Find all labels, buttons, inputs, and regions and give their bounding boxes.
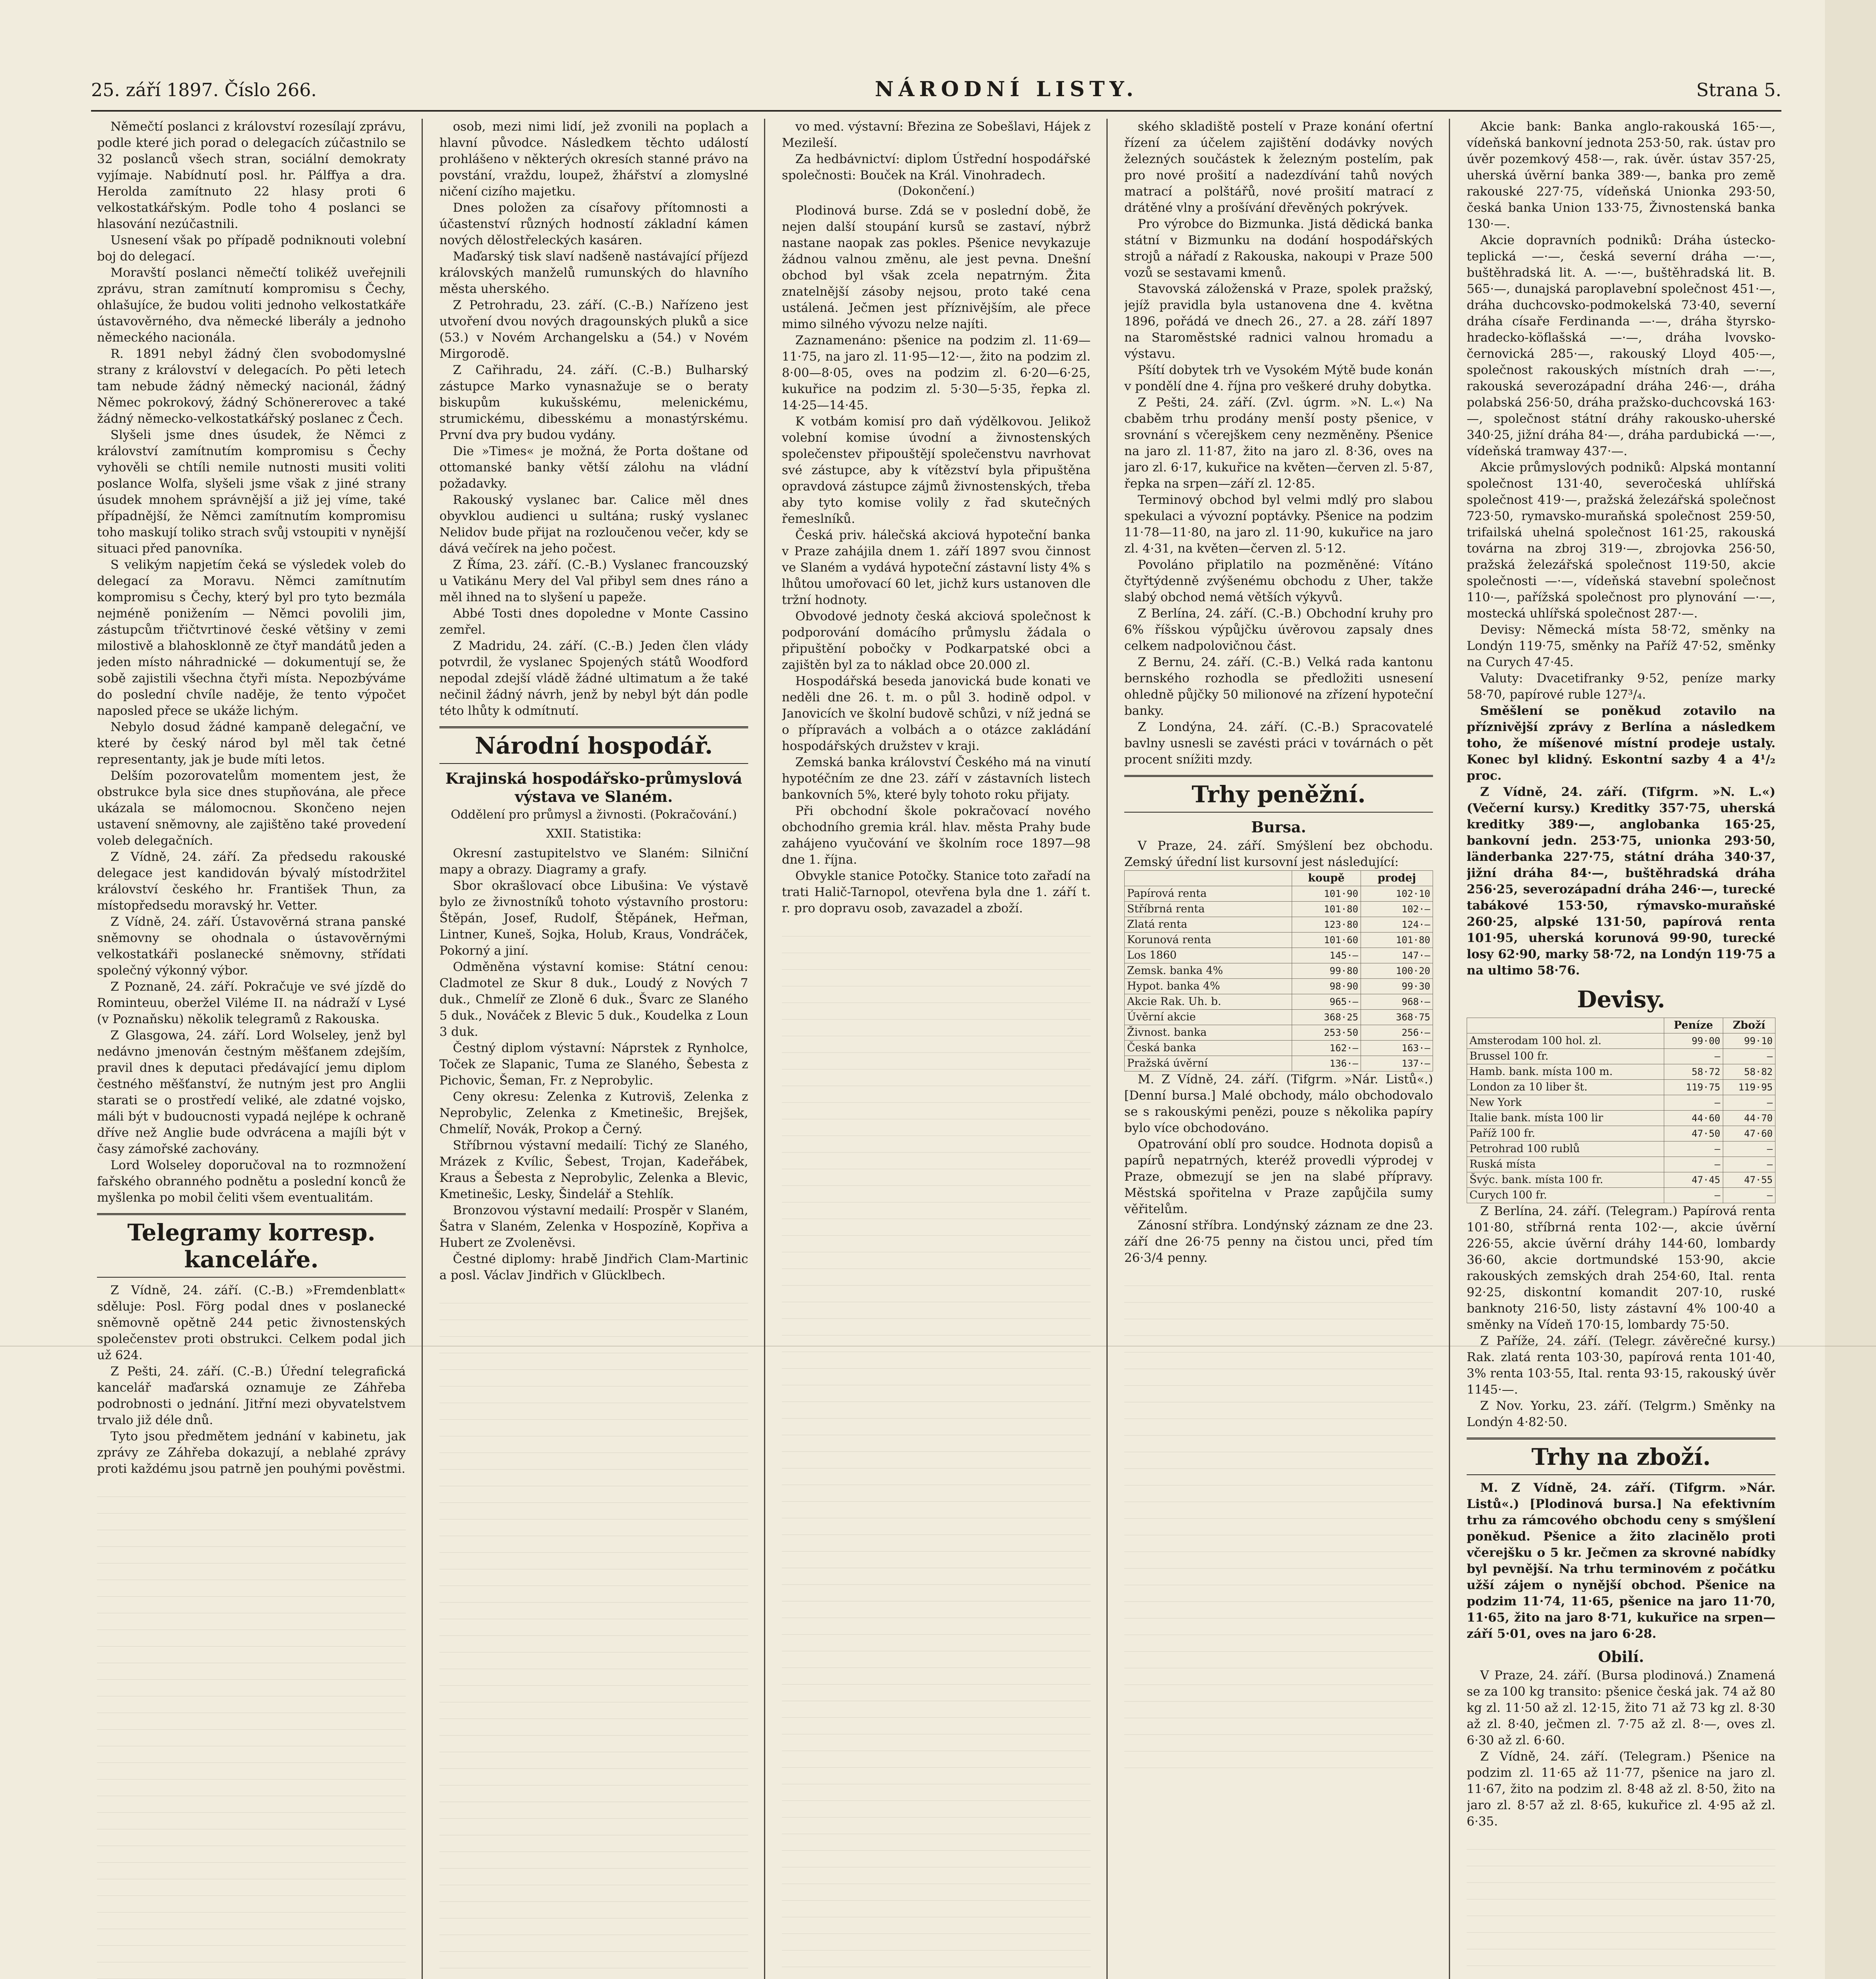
rate-value: 162·—: [1292, 1041, 1361, 1056]
article-paragraph: Akcie bank: Banka anglo-rakouská 165·—, vídeňská bankovní jednota 253·50, rak. ústav pro úvěr pozemkový 458·—, rak. úvěr. ústav 357·25, uherská úvěrní banka 389·—, banka pro země rakouské 227·75, vídeňská Unionka 293·50, česká banka Union 133·75, Živnostenská banka 130·—.: [1467, 120, 1775, 231]
text-continuation: [97, 1480, 406, 1979]
rate-value: 102·—: [1361, 902, 1433, 917]
exchange-row: [1125, 933, 1433, 948]
section-title-devisy: Devisy.: [1577, 986, 1665, 1013]
article-paragraph: Němečtí poslanci z království rozesílají zprávu, podle které jich porad o delegacích zúčastnilo se 32 poslanců všech stran, sociální demokraty vyjímaje. Nabídnutí posl. hr. Pálffya a dra. Herolda zamítnuto 22 hlasy proti 6 velkostatkářským. Podle toho 4 poslanci se hlasování nezúčastnili.: [97, 120, 406, 231]
row-label: Živnost. banka: [1125, 1025, 1292, 1041]
issue-date: 25. září 1897. Číslo 266.: [91, 79, 317, 101]
devisy-row: [1467, 1141, 1775, 1157]
rate-value: 99·10: [1723, 1033, 1775, 1049]
column-2: [439, 119, 748, 1979]
article-paragraph: Obvykle stanice Potočky. Stanice toto zařadí na trati Halič-Tarnopol, otevřena byla dne 1. září t. r. pro dopravu osob, zavazadel a zboží.: [782, 869, 1091, 915]
masthead: NÁRODNÍ LISTY.: [874, 77, 1139, 101]
rate-value: 101·90: [1292, 886, 1361, 902]
rate-value: —: [1723, 1095, 1775, 1111]
text-continuation: [782, 920, 1091, 1979]
column-divider: [1106, 119, 1108, 1979]
rate-value: 98·90: [1292, 979, 1361, 994]
rate-value: 368·25: [1292, 1010, 1361, 1025]
devisy-row: [1467, 1080, 1775, 1095]
exchange-row: [1125, 1056, 1433, 1071]
article-paragraph: Bronzovou výstavní medailí: Prospěr v Slaném, Šatra v Slaném, Zelenka v Hospozíně, Kopřiva a Hubert ze Zvoleněvsi.: [439, 1203, 748, 1250]
article-paragraph: Z Berlína, 24. září. (C.-B.) Obchodní kruhy pro 6% říšskou výpůjčku úvěrovou zapsaly dnes celkem nadpolovičnou část.: [1124, 606, 1433, 653]
row-label: Los 1860: [1125, 948, 1292, 963]
article-paragraph: Abbé Tosti dnes dopoledne v Monte Cassino zemřel.: [439, 606, 748, 637]
exchange-row: [1125, 886, 1433, 902]
rate-value: 47·50: [1664, 1126, 1723, 1141]
article-paragraph: K votbám komisí pro daň výdělkovou. Jelikož volební komise úvodní a živnostenských společenstev připouštějí společenstvu navrhovat své zástupce, aby k vítězství byla připuštěna opravdová zástupce zájmů živnostenských, třeba aby tyto komise volily z řad skutečných řemeslníků.: [782, 414, 1091, 526]
article-paragraph: Dnes položen za císařovy přítomnosti a účastenství různých hodností základní kámen nových dělostřeleckých kasáren.: [439, 201, 748, 247]
column-4: [1124, 119, 1433, 1979]
article-paragraph: Opatrování oblí pro soudce. Hodnota dopisů a papírů nepatrných, kteréž provedli výprodej v Praze, obmezují se jen na slabé přípravy. Městská spořitelna v Praze zapůjčila sumy věřitelům.: [1124, 1137, 1433, 1216]
devisy-row: [1467, 1095, 1775, 1111]
rate-value: 99·30: [1361, 979, 1433, 994]
rate-value: 102·10: [1361, 886, 1433, 902]
article-paragraph: Akcie průmyslových podniků: Alpská montanní společnost 131·40, severočeská uhlířská společnost 419·—, pražská železářská společnost 723·50, rymavsko-muraňská společnost 259·50, trifailská uhelná společnost 161·25, rakouská továrna na zbroj 319·—, zbrojovka 256·50, pražská železářská společnost 119·50, akcie společnosti —·—, vídeňská stavební společnost 110·—, pařížská společnost pro plynování —·—, mostecká uhlířská společnost 287·—.: [1467, 460, 1775, 621]
table-header-cell: [1125, 871, 1292, 886]
article-paragraph: Hospodářská beseda janovická bude konati ve neděli dne 26. t. m. o půl 3. hodině odpol. v Janovicích ve školní budově schůzi, v níž jedná se o přípravách a volbách a o otázce zakládání hospodářských družstev v kraji.: [782, 674, 1091, 753]
row-label: Zemsk. banka 4%: [1125, 963, 1292, 979]
rate-value: 99·80: [1292, 963, 1361, 979]
devisy-row: [1467, 1157, 1775, 1172]
exchange-row: [1125, 1041, 1433, 1056]
exchange-row: [1125, 902, 1433, 917]
article-paragraph: vo med. výstavní: Březina ze Sobešlavi, Hájek z Mezileší.: [782, 120, 1091, 150]
text-continuation: [439, 1287, 748, 1979]
page-number: Strana 5.: [1696, 79, 1781, 101]
rate-value: —: [1664, 1095, 1723, 1111]
article-paragraph: Plodinová burse. Zdá se v poslední době, že nejen další stoupání kursů se zastaví, nýbrž nastane naopak zas pokles. Pšenice nevykazuje žádnou valnou změnu, ale jest pevna. Dnešní obchod byl však zcela nepatrným. Žita znatelnější zásoby nejsou, proto také cena ustálená. Ječmen jest příznivějším, ale přece mimo silného vývozu nelze najíti.: [782, 203, 1091, 331]
article-paragraph: Zaznamenáno: pšenice na podzim zl. 11·69—11·75, na jaro zl. 11·95—12·—, žito na podzim zl. 8·00—8·05, oves na podzim zl. 6·20—6·25, kukuřice na podzim zl. 5·30—5·35, řepka zl. 14·25—14·45.: [782, 333, 1091, 412]
article-paragraph: Zánosní stříbra. Londýnský záznam ze dne 23. září dne 26·75 penny na čistou unci, před tím 26·3/4 penny.: [1124, 1218, 1433, 1265]
rate-value: 123·80: [1292, 917, 1361, 933]
rate-value: —: [1664, 1049, 1723, 1064]
rate-value: 44·70: [1723, 1111, 1775, 1126]
row-label: Papírová renta: [1125, 886, 1292, 902]
rate-value: —: [1723, 1049, 1775, 1064]
article-paragraph: Obvodové jednoty česká akciová společnost k podporování domácího průmyslu žádala o připuštění pobočky v Podkarpatské obci a zajištěn byl za to náklad obce 20.000 zl.: [782, 609, 1091, 672]
exchange-rate-table: [1124, 870, 1433, 1071]
article-paragraph: Z Nov. Yorku, 23. září. (Telgrm.) Směnky na Londýn 4·82·50.: [1467, 1399, 1775, 1429]
section-title-zbozi: Trhy na zboží.: [1467, 1438, 1775, 1475]
row-label: Amsterodam 100 hol. zl.: [1467, 1033, 1664, 1049]
table-header-cell: Peníze: [1664, 1018, 1723, 1033]
article-paragraph: Z Madridu, 24. září. (C.-B.) Jeden člen vlády potvrdil, že vyslanec Spojených států Woodford nepodal zdejší vládě žádné ultimatum a že také nečinil žádný návrh, jenž by nebyl být dán podle této lhůty k odmítnutí.: [439, 639, 748, 718]
rate-value: —: [1664, 1157, 1723, 1172]
paper-edge: [1825, 0, 1876, 1979]
rate-value: —: [1723, 1157, 1775, 1172]
row-label: Ruská místa: [1467, 1157, 1664, 1172]
devisy-row: [1467, 1049, 1775, 1064]
article-paragraph: Při obchodní škole pokračovací nového obchodního gremia král. hlav. města Prahy bude zahájeno vyučování ve školním roce 1897—98 dne 1. října.: [782, 804, 1091, 867]
article-paragraph: Valuty: Dvacetifranky 9·52, peníze marky 58·70, papírové ruble 127³/₄.: [1467, 671, 1775, 702]
article-paragraph: Stavovská záloženská v Praze, spolek pražský, jejíž pravidla byla ustanovena dne 4. května 1896, pořádá ve dnech 26., 27. a 28. září 1897 na Staroměstské radnici valnou hromadu a výstavu.: [1124, 282, 1433, 361]
article-paragraph: Z Londýna, 24. září. (C.-B.) Spracovatelé bavlny usnesli se zavésti práci v továrnách o pět procent snížiti mzdy.: [1124, 720, 1433, 767]
article-paragraph: M. Z Vídně, 24. září. (Tifgrm. »Nár. Listů«.) [Denní bursa.] Malé obchody, málo obchodovalo se s rakouskými penězi, pouze s několika papíry bylo více obchodováno.: [1124, 1072, 1433, 1135]
article-paragraph: Čestné diplomy: hrabě Jindřich Clam-Martinic a posl. Václav Jindřich v Glücklbech.: [439, 1252, 748, 1282]
rate-value: 58·72: [1664, 1064, 1723, 1080]
rate-value: 101·80: [1361, 933, 1433, 948]
article-paragraph: S velikým napjetím čeká se výsledek voleb do delegací za Moravu. Němci zamítnutím kompromisu s Čechy, který byl pro tyto bezmála nejméně ponižením — Němci povolili jim, zástupcům třičtvrtinové české většiny v zemi milostivě a blahosklonně ze čtyř mandátů jeden a jeden místo náhradnické — dokumentují se, že sobě zajistili všechna čtyři místa. Nepozbýváme do poslední chvíle naděje, že tento výpočet naposled přece se ukáže lichým.: [97, 558, 406, 718]
rate-value: —: [1723, 1188, 1775, 1203]
article-paragraph: Česká priv. hálečská akciová hypoteční banka v Praze zahájila dnem 1. září 1897 svou činnost ve Slaném a vydává hypoteční zástavní listy 4% s lhůtou umořovací 60 let, jichž kurs ustanoven dle tržní hodnoty.: [782, 528, 1091, 607]
devisy-row: [1467, 1111, 1775, 1126]
article-paragraph: Slyšeli jsme dnes úsudek, že Němci z království zamítnutím kompromisu s Čechy vyhověli se chtíli nemile nutnosti musiti voliti poslance Wolfa, slyšeli jsme však z jiné strany úsudek mnohem správnější a již jej víme, také případnější, že Němci zamítnutím kompromisu toho maskují toliko strach svůj vstoupiti v nynější situaci před panovníka.: [97, 428, 406, 556]
text-continuation: [1467, 1833, 1775, 1979]
table-header-cell: prodej: [1361, 871, 1433, 886]
article-paragraph: Směšlení se poněkud zotavilo na příznivější zprávy z Berlína a následkem toho, že míšenové místní prodeje ustaly. Konec byl klidný. Eskontní sazby 4 a 4¹/₂ proc.: [1467, 704, 1775, 783]
article-paragraph: Z Glasgowa, 24. září. Lord Wolseley, jenž byl nedávno jmenován čestným měšťanem zdejším, pravil dnes k deputaci předávající jemu diplom čestného měšťanství, že nutným jest pro Anglii starati se o prostředí veliké, ale zdatné vojsko, máli být v budoucnosti vypadá nejlépe k ochraně dříve než Anglie bude odvrácena a majíli být v časy zámořské zachovány.: [97, 1028, 406, 1156]
rate-value: 58·82: [1723, 1064, 1775, 1080]
row-label: Švýc. bank. místa 100 fr.: [1467, 1172, 1664, 1188]
rate-value: 147·—: [1361, 948, 1433, 963]
article-paragraph: Čestný diplom výstavní: Náprstek z Rynholce, Toček ze Slapanic, Tuma ze Slaného, Šebesta z Pichovic, Šeman, Fr. z Neprobylic.: [439, 1041, 748, 1088]
article-paragraph: Rakouský vyslanec bar. Calice měl dnes obyvklou audienci u sultána; ruský vyslanec Nelidov bude přijat na rozloučenou večer, kdy se dává večírek na jeho počest.: [439, 493, 748, 556]
rate-value: 368·75: [1361, 1010, 1433, 1025]
rate-value: 101·60: [1292, 933, 1361, 948]
article-subheadline: XXII. Statistika:: [546, 827, 642, 841]
row-label: New York: [1467, 1095, 1664, 1111]
column-divider: [764, 119, 765, 1979]
row-label: Úvěrní akcie: [1125, 1010, 1292, 1025]
row-label: Brussel 100 fr.: [1467, 1049, 1664, 1064]
article-paragraph: V Praze, 24. září. Smýšlení bez obchodu. Zemský úřední list kursovní jest následující:: [1124, 839, 1433, 869]
rate-value: 136·—: [1292, 1056, 1361, 1071]
exchange-row: [1125, 917, 1433, 933]
subsection-title: Obilí.: [1598, 1648, 1644, 1666]
row-label: Akcie Rak. Uh. b.: [1125, 994, 1292, 1010]
article-paragraph: Lord Wolseley doporučoval na to rozmnožení fařského obranného podnětu a poslední konců že myšlenka po mobil čeliti všem eventualitám.: [97, 1158, 406, 1205]
article-paragraph: Die »Times« je možná, že Porta doštane od ottomanské banky větší zálohu na vládní požadavky.: [439, 444, 748, 491]
rate-value: —: [1664, 1141, 1723, 1157]
article-paragraph: Terminový obchod byl velmi mdlý pro slabou spekulaci a vývozní poptávky. Pšenice na podzim 11·78—11·80, na jaro zl. 11·90, kukuřice na jaro zl. 4·31, na květen—červen zl. 5·12.: [1124, 493, 1433, 556]
currency-table: [1467, 1018, 1775, 1203]
row-label: Česká banka: [1125, 1041, 1292, 1056]
article-paragraph: Z Vídně, 24. září. (Tifgrm. »N. L.«) (Večerní kursy.) Kreditky 357·75, uherská kreditky 389·—, anglobanka 165·25, bankovní jedn. 253·75, unionka 293·50, länderbanka 227·75, státní dráha 340·37, jižní dráha 84·—, buštěhradská dráha 256·25, severozápadní dráha 246·—, turecké tabákové 153·50, rýmavsko-muraňské 260·25, alpské 131·50, papírová renta 101·95, uherská korunová 99·90, turecké losy 62·90, marky 58·72, na Londýn 119·75 a na ultimo 58·76.: [1467, 785, 1775, 978]
article-paragraph: Z Vídně, 24. září. Za předsedu rakouské delegace jest kandidován bývalý místodržitel království českého hr. František Thun, za místopředsedu moravský hr. Vetter.: [97, 850, 406, 913]
devisy-row: [1467, 1033, 1775, 1049]
rate-value: 163·—: [1361, 1041, 1433, 1056]
article-paragraph: Z Vídně, 24. září. Ústavověrná strana panské sněmovny se ohodnala o ústavověrnými velkostatkáři poslanecké sněmovny, střídati společný výkonný výbor.: [97, 915, 406, 978]
row-label: Stříbrná renta: [1125, 902, 1292, 917]
article-paragraph: Z Berlína, 24. září. (Telegram.) Papírová renta 101·80, stříbrná renta 102·—, akcie úvěrní 226·55, akcie úvěrní dráhy 144·60, lombardy 36·60, akcie dortmundské 153·90, akcie rakouských zemských drah 254·60, Ital. renta 92·25, diskontní komandit 207·10, ruské banknoty 216·50, listy zástavní 4% 100·40 a směnky na Vídeň 170·15, lombardy 75·50.: [1467, 1204, 1775, 1332]
rate-value: 253·50: [1292, 1025, 1361, 1041]
article-paragraph: Zemská banka království Českého má na vinutí hypotéčním ze dne 23. září v zástavních listech bankovních 5%, které byly tohoto roku přijaty.: [782, 755, 1091, 802]
rate-value: 47·60: [1723, 1126, 1775, 1141]
article-paragraph: Pšítí dobytek trh ve Vysokém Mýtě bude konán v pondělí dne 4. října pro veškeré druhy dobytka.: [1124, 363, 1433, 393]
exchange-row: [1125, 994, 1433, 1010]
column-divider: [422, 119, 423, 1979]
rate-value: 47·45: [1664, 1172, 1723, 1188]
article-paragraph: Z Pešti, 24. září. (C.-B.) Úřední telegrafická kancelář maďarská oznamuje ze Záhřeba podrobnosti o jednání. Jitřní mezi obyvatelstvem trvalo již déle dnů.: [97, 1364, 406, 1427]
column-3: [782, 119, 1091, 1979]
article-paragraph: Za hedbávnictví: diplom Ústřední hospodářské společnosti: Bouček na Král. Vinohradech.: [782, 152, 1091, 182]
article-paragraph: Z Vídně, 24. září. (C.-B.) »Fremdenblatt« sděluje: Posl. Förg podal dnes v poslanecké sněmovně opětně 244 petic živnostenských společenstev proti obstrukci. Celkem podal jich už 624.: [97, 1283, 406, 1362]
article-paragraph: V Praze, 24. září. (Bursa plodinová.) Znamená se za 100 kg transito: pšenice česká jak. 74 až 80 kg zl. 11·50 až zl. 12·15, žito 71 až 73 kg zl. 8·30 až zl. 8·40, ječmen zl. 7·75 až zl. 8·—, oves zl. 6·30 až zl. 6·60.: [1467, 1668, 1775, 1747]
article-paragraph: Moravští poslanci němečtí tolikéž uveřejnili zprávu, stran zamítnutí kompromisu s Čechy, ohlašujíce, že budou voliti jednoho velkostatkáře ústavověrného, dva německé liberály a jednoho německého nacionála.: [97, 266, 406, 345]
article-paragraph: Ceny okresu: Zelenka z Kutroviš, Zelenka z Neprobylic, Zelenka z Kmetinešic, Brejšek, Chmelíř, Novák, Prokop a Černý.: [439, 1090, 748, 1136]
article-paragraph: Z Petrohradu, 23. září. (C.-B.) Nařízeno jest utvoření dvou nových dragounských pluků a sice (53.) v Novém Archangelsku a (54.) v Novém Mirgorodě.: [439, 298, 748, 361]
row-label: Korunová renta: [1125, 933, 1292, 948]
exchange-row: [1125, 979, 1433, 994]
row-label: Petrohrad 100 rublů: [1467, 1141, 1664, 1157]
rate-value: 119·75: [1664, 1080, 1723, 1095]
text-continuation: [1124, 1269, 1433, 1768]
row-label: Zlatá renta: [1125, 917, 1292, 933]
article-paragraph: Z Pešti, 24. září. (Zvl. úgrm. »N. L.«) Na cbaběm trhu prodány menší posty pšenice, v srovnání s včerejškem ceny nezměněny. Pšenice na jaro zl. 11·87, žito na jaro zl. 8·36, oves na jaro zl. 6·17, kukuřice na květen—červen zl. 5·87, řepka na srpen—září zl. 12·85.: [1124, 395, 1433, 491]
table-header-cell: koupě: [1292, 871, 1361, 886]
section-title-trhy: Trhy peněžní.: [1124, 775, 1433, 813]
subsection-title: Bursa.: [1251, 818, 1306, 836]
article-paragraph: Povoláno připlatilo na pozměněné: Vítáno čtyřtýdenně zvýšenému obchodu z Uher, takže slabý obchod nemá větších výkyvů.: [1124, 558, 1433, 604]
rate-value: 101·80: [1292, 902, 1361, 917]
rate-value: —: [1723, 1141, 1775, 1157]
article-paragraph: Z Vídně, 24. září. (Telegram.) Pšenice na podzim zl. 11·65 až 11·77, pšenice na jaro zl. 11·67, žito na podzim zl. 8·48 až zl. 8·50, žito na jaro zl. 8·57 až zl. 8·65, kukuřice zl. 4·95 až zl. 6·35.: [1467, 1749, 1775, 1829]
article-paragraph: Usnesení však po případě podniknouti volební boj do delegací.: [97, 233, 406, 264]
article-headline: Krajinská hospodářsko-průmyslová výstava ve Slaném.: [445, 769, 742, 805]
rate-value: 99·00: [1664, 1033, 1723, 1049]
article-paragraph: Maďarský tisk slaví nadšeně nastávající příjezd královských manželů rumunských do hlavního města uherského.: [439, 249, 748, 296]
rate-value: 965·—: [1292, 994, 1361, 1010]
continuation-note: (Dokončení.): [897, 184, 975, 198]
rate-value: 119·95: [1723, 1080, 1775, 1095]
article-paragraph: Z Paříže, 24. září. (Telegr. závěrečné kursy.) Rak. zlatá renta 103·30, papírová renta 101·40, 3% renta 103·55, Ital. renta 93·15, rakouský úvěr 1145·—.: [1467, 1334, 1775, 1397]
section-title-hospodar: Národní hospodář.: [439, 726, 748, 764]
article-paragraph: Akcie dopravních podniků: Dráha ústecko-teplická —·—, česká severní dráha —·—, buštěhradská lit. A. —·—, buštěhradská lit. B. 565·—, dunajská paroplavební společnost 451·—, dráha duchcovsko-podmokelská 73·40, severní dráha císaře Ferdinanda —·—, dráha štyrsko-hradecko-köflašská —·—, dráha lvovsko-černovická 285·—, rakouský Lloyd 405·—, společnost rakouských místních drah —·—, rakouská severozápadní dráha 246·—, dráha polabská 256·50, dráha pražsko-duchcovská 163·—, společnost státní dráhy rakousko-uherské 340·25, jižní dráha 84·—, dráha pardubická —·—, vídeňská tramway 437·—.: [1467, 233, 1775, 458]
article-paragraph: Z Říma, 23. září. (C.-B.) Vyslanec francouzský u Vatikánu Mery del Val přibyl sem dnes ráno a měl ihned na to slyšení u papeže.: [439, 558, 748, 604]
article-paragraph: ského skladiště postelí v Praze konání ofertní řízení za účelem zajištění dodávky nových železných součástek k železným postelím, pak pro nové prošití a nadezdívání tahů nových matrací a polštářů, nové prošití matrací z drátěné vlny a prošívání dřevěných pokrývek.: [1124, 120, 1433, 215]
rate-value: 137·—: [1361, 1056, 1433, 1071]
row-label: Hamb. bank. místa 100 m.: [1467, 1064, 1664, 1080]
rate-value: 100·20: [1361, 963, 1433, 979]
rate-value: 47·55: [1723, 1172, 1775, 1188]
rate-value: 256·—: [1361, 1025, 1433, 1041]
table-header-cell: Zboží: [1723, 1018, 1775, 1033]
exchange-row: [1125, 1025, 1433, 1041]
devisy-row: [1467, 1172, 1775, 1188]
rate-value: 145·—: [1292, 948, 1361, 963]
rate-value: 968·—: [1361, 994, 1433, 1010]
row-label: Italie bank. místa 100 lir: [1467, 1111, 1664, 1126]
exchange-row: [1125, 1010, 1433, 1025]
article-paragraph: Z Poznaně, 24. září. Pokračuje ve své jízdě do Rominteuu, oberžel Viléme II. na nádraží v Lysé (v Poznaňsku) několik telegramů z Rakouska.: [97, 980, 406, 1026]
column-5: [1467, 119, 1775, 1979]
article-paragraph: osob, mezi nimi lidí, jež zvonili na poplach a hlavní původce. Následkem těchto událostí prohlášeno v některých okresích stanné právo na povstání, vraždu, loupež, žhářství a zlomyslné ničení cizího majetku.: [439, 120, 748, 199]
article-paragraph: Okresní zastupitelstvo ve Slaném: Silniční mapy a obrazy. Diagramy a grafy.: [439, 846, 748, 877]
table-header-cell: [1467, 1018, 1664, 1033]
row-label: Pražská úvěrní: [1125, 1056, 1292, 1071]
page-header: [91, 77, 1781, 105]
article-paragraph: R. 1891 nebyl žádný člen svobodomyslné strany z království v delegacích. Po pěti letech tam nebude žádný německý nacionál, žádný Němec pokrokový, žádný Schönererovec a také žádný německo-velkostatkářský poslanec z Čech.: [97, 347, 406, 426]
row-label: London za 10 liber št.: [1467, 1080, 1664, 1095]
article-paragraph: Tyto jsou předmětem jednání v kabinetu, jak zprávy ze Záhřeba dokazují, a neblahé zprávy proti každému jsou patrně jen pouhými pověstmi.: [97, 1429, 406, 1476]
article-paragraph: Pro výrobce do Bizmunka. Jistá dědická banka státní v Bizmunku na dodání hospodářských strojů a nářadí z Rakouska, nakoupi v Praze 500 vozů se sestavami kmenů.: [1124, 217, 1433, 280]
rate-value: 124·—: [1361, 917, 1433, 933]
article-paragraph: Sbor okrašlovací obce Libušina: Ve výstavě bylo ze živnostníků tohoto výstavního prostoru: Štěpán, Josef, Rudolf, Štěpánek, Heřman, Lintner, Kuneš, Sojka, Holub, Kraus, Vondráček, Pokorný a jiní.: [439, 879, 748, 958]
exchange-row: [1125, 948, 1433, 963]
article-paragraph: M. Z Vídně, 24. září. (Tifgrm. »Nár. Listů«.) [Plodinová bursa.] Na efektivním trhu za rámcového obchodu ceny s smýšlení poněkud. Pšenice a žito zlacinělo proti včerejšku o 5 kr. Ječmen za skrovné nabídky byl pevnější. Na trhu terminovém z počátku užší zájem o nynější obchod. Pšenice na podzim 11·74, 11·65, pšenice na jaro 11·70, 11·65, žito na jaro 8·71, kukuřice na srpen—září 5·01, oves na jaro 6·28.: [1467, 1481, 1775, 1641]
article-subheadline: Oddělení pro průmysl a živnosti. (Pokračování.): [450, 808, 737, 822]
section-title-telegramy: Telegramy korresp. kanceláře.: [97, 1213, 406, 1278]
devisy-row: [1467, 1188, 1775, 1203]
rate-value: 44·60: [1664, 1111, 1723, 1126]
article-paragraph: Nebylo dosud žádné kampaně delegační, ve které by český národ byl měl tak četné representanty, jak je bude míti letos.: [97, 720, 406, 767]
article-paragraph: Stříbrnou výstavní medailí: Tichý ze Slaného, Mrázek z Kvílic, Šebest, Trojan, Kadeřábek, Kraus a Šebesta z Neprobylic, Zelenka a Blevic, Kmetinešic, Lesky, Šindelář a Stehlík.: [439, 1138, 748, 1201]
row-label: Paříž 100 fr.: [1467, 1126, 1664, 1141]
article-paragraph: Devisy: Německá místa 58·72, směnky na Londýn 119·75, směnky na Paříž 47·52, směnky na Curych 47·45.: [1467, 623, 1775, 669]
row-label: Hypot. banka 4%: [1125, 979, 1292, 994]
row-label: Curych 100 fr.: [1467, 1188, 1664, 1203]
header-rule: [91, 110, 1781, 112]
column-1: [97, 119, 406, 1979]
devisy-row: [1467, 1064, 1775, 1080]
article-paragraph: Z Bernu, 24. září. (C.-B.) Velká rada kantonu bernského rozhodla se předložiti usnesení ohledně půjčky 50 milionové na zřízení hypoteční banky.: [1124, 655, 1433, 718]
column-divider: [1449, 119, 1450, 1979]
rate-value: —: [1664, 1188, 1723, 1203]
article-paragraph: Z Cařihradu, 24. září. (C.-B.) Bulharský zástupce Marko vynasnažuje se o beraty biskupům kukušskému, melenickému, strumickému, dibesskému a monastýrskému. První dva pry budou vydány.: [439, 363, 748, 442]
article-paragraph: Delším pozorovatelům momentem jest, že obstrukce byla sice dnes stupňována, ale přece ukázala se málomocnou. Skončeno nejen ustavení sněmovny, ale zajištěno také provedení voleb delegačních.: [97, 769, 406, 848]
article-paragraph: Odměněna výstavní komise: Státní cenou: Cladmotel ze Skur 8 duk., Loudý z Nových 7 duk., Chmelíř ze Zloně 6 duk., Švarc ze Slaného 5 duk., Nováček z Blevic 5 duk., Koudelka z Loun 3 duk.: [439, 960, 748, 1039]
devisy-row: [1467, 1126, 1775, 1141]
exchange-row: [1125, 963, 1433, 979]
